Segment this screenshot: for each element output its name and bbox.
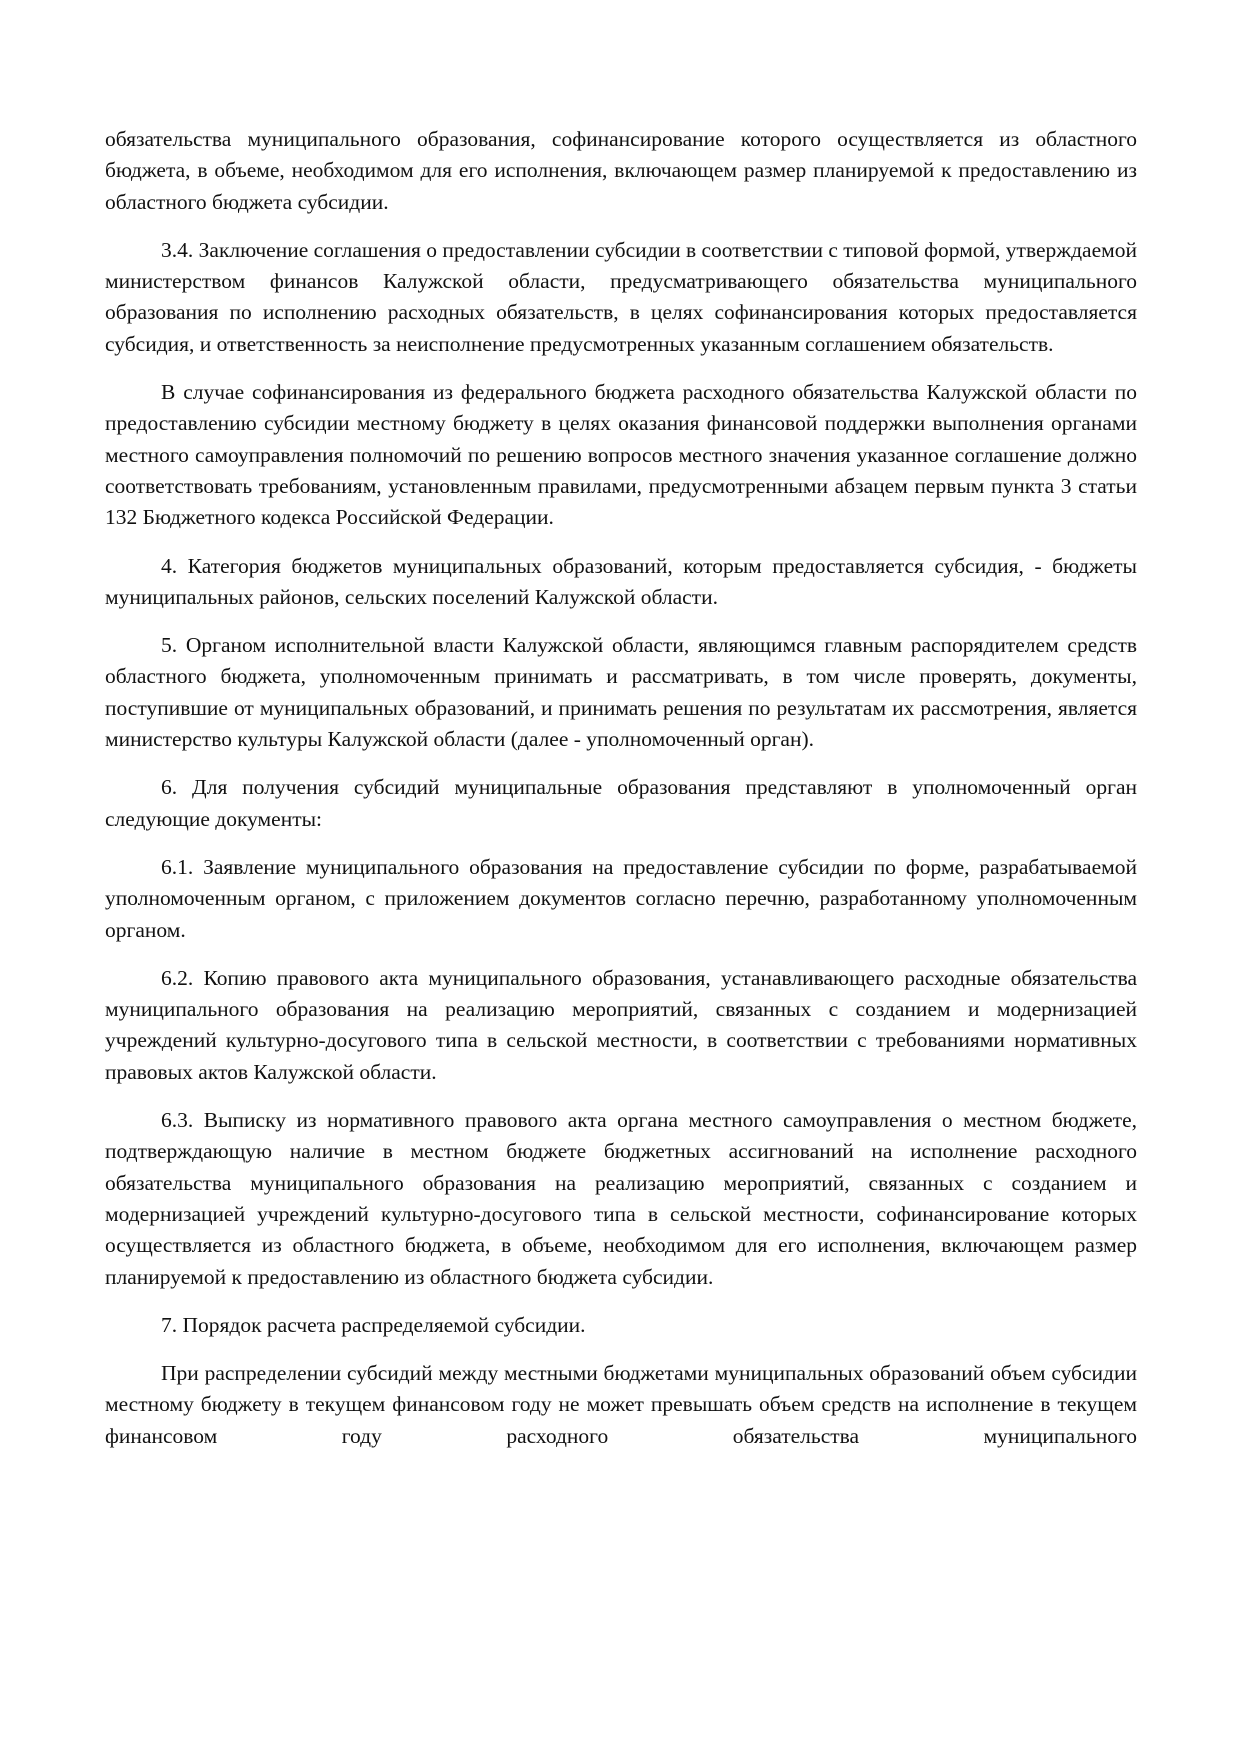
paragraph: При распределении субсидий между местными бюджетами муниципальных образований объем субсидии местному бюджету в текущем финансовом году не может превышать объем средств на исполнение в текущем финансовом году расходного обязательства муниципального (105, 1361, 1137, 1448)
paragraph: 5. Органом исполнительной власти Калужской области, являющимся главным распорядителем средств областного бюджета, уполномоченным принимать и рассматривать, в том числе проверять, документы, поступившие от муниципальных образований, и принимать решения по результатам их рассмотрения, является министерство культуры Калужской области (далее - уполномоченный орган). (105, 633, 1137, 752)
paragraph: В случае софинансирования из федерального бюджета расходного обязательства Калужской области по предоставлению субсидии местному бюджету в целях оказания финансовой поддержки выполнения органами местного самоуправления полномочий по решению вопросов местного значения указанное соглашение должно соответствовать требованиям, установленным правилами, предусмотренными абзацем первым пункта 3 статьи 132 Бюджетного кодекса Российской Федерации. (105, 380, 1137, 530)
document-text-column (105, 124, 1137, 1452)
paragraph: 6. Для получения субсидий муниципальные образования представляют в уполномоченный орган следующие документы: (105, 775, 1137, 831)
paragraph: 4. Категория бюджетов муниципальных образований, которым предоставляется субсидия, - бюджеты муниципальных районов, сельских поселений Калужской области. (105, 553, 1137, 609)
paragraph: обязательства муниципального образования, софинансирование которого осуществляется из областного бюджета, в объеме, необходимом для его исполнения, включающем размер планируемой к предоставлению из областного бюджета субсидии. (105, 127, 1137, 214)
paragraph: 6.1. Заявление муниципального образования на предоставление субсидии по форме, разрабатываемой уполномоченным органом, с приложением документов согласно перечню, разработанному уполномоченным органом. (105, 854, 1137, 942)
paragraph: 6.3. Выписку из нормативного правового акта органа местного самоуправления о местном бюджете, подтверждающую наличие в местном бюджете бюджетных ассигнований на исполнение расходного обязательства муниципального образования на реализацию мероприятий, связанных с созданием и модернизацией учреждений культурно-досугового типа в сельской местности, софинансирование которых осуществляется из областного бюджета, в объеме, необходимом для его исполнения, включающем размер планируемой к предоставлению из областного бюджета субсидии. (105, 1108, 1137, 1289)
paragraph: 7. Порядок расчета распределяемой субсидии. (161, 1312, 586, 1337)
paragraph: 3.4. Заключение соглашения о предоставлении субсидии в соответствии с типовой формой, утверждаемой министерством финансов Калужской области, предусматривающего обязательства муниципального образования по исполнению расходных обязательств, в целях софинансирования которых предоставляется субсидия, и ответственность за неисполнение предусмотренных указанным соглашением обязательств. (105, 237, 1138, 356)
paragraph: 6.2. Копию правового акта муниципального образования, устанавливающего расходные обязательства муниципального образования на реализацию мероприятий, связанных с созданием и модернизацией учреждений культурно-досугового типа в сельской местности, в соответствии с требованиями нормативных правовых актов Калужской области. (105, 965, 1137, 1084)
